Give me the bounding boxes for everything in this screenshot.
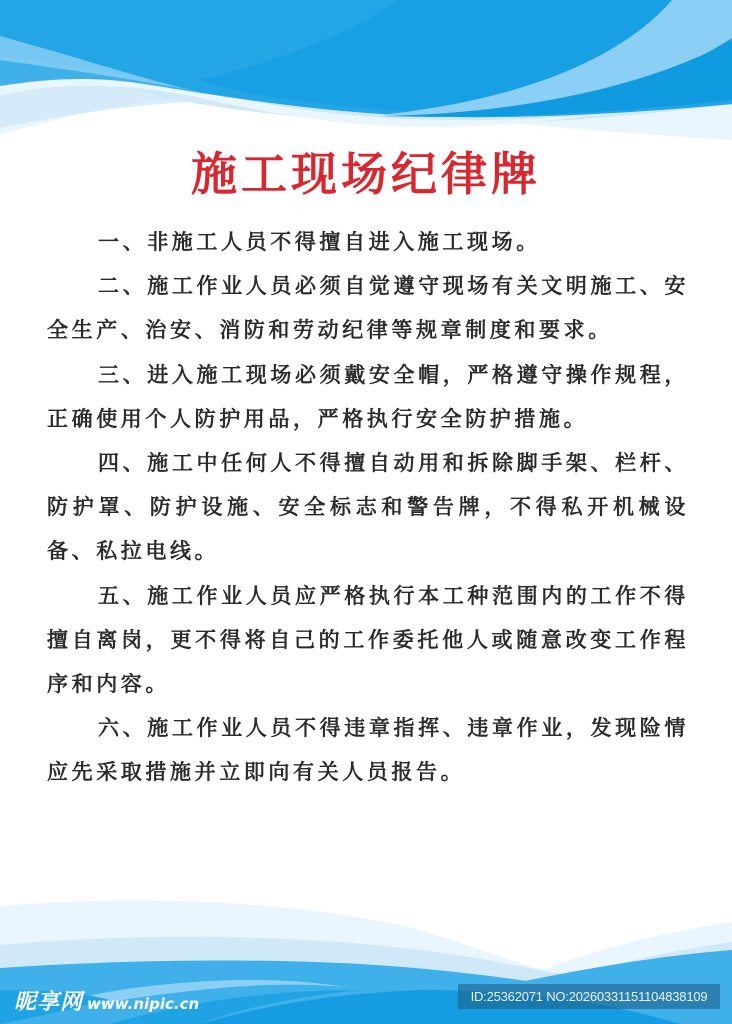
rule-item-5: 五、施工作业人员应严格执行本工种范围内的工作不得擅自离岗，更不得将自己的工作委托他人或随意改变工作程序和内容。: [47, 583, 689, 697]
top-wave-decoration: [0, 0, 732, 140]
rule-item-6: 六、施工作业人员不得违章指挥、违章作业，发现险情应先采取措施并立即向有关人员报告。: [47, 716, 689, 785]
page-title: 施工现场纪律牌: [191, 147, 541, 201]
watermark-url: www.nipic.cn: [87, 995, 200, 1013]
rule-item-3: 三、进入施工现场必须戴安全帽，严格遵守操作规程，正确使用个人防护用品，严格执行安全防护措施。: [47, 362, 689, 431]
rules-list: [47, 220, 689, 795]
rule-item-1: 一、非施工人员不得擅自进入施工现场。: [98, 230, 541, 254]
rule-item-4: 四、施工中任何人不得擅自动用和拆除脚手架、栏杆、防护罩、防护设施、安全标志和警告牌，不得私开机械设备、私拉电线。: [47, 451, 689, 564]
rule-item-2: 二、施工作业人员必须自觉遵守现场有关文明施工、安全生产、治安、消防和劳动纪律等规章制度和要求。: [47, 274, 689, 343]
image-id-badge: ID:25362071 NO:20260331151104838109: [458, 984, 720, 1009]
watermark-logo: [14, 985, 199, 1016]
watermark-logo-text: 昵享网: [14, 990, 84, 1015]
